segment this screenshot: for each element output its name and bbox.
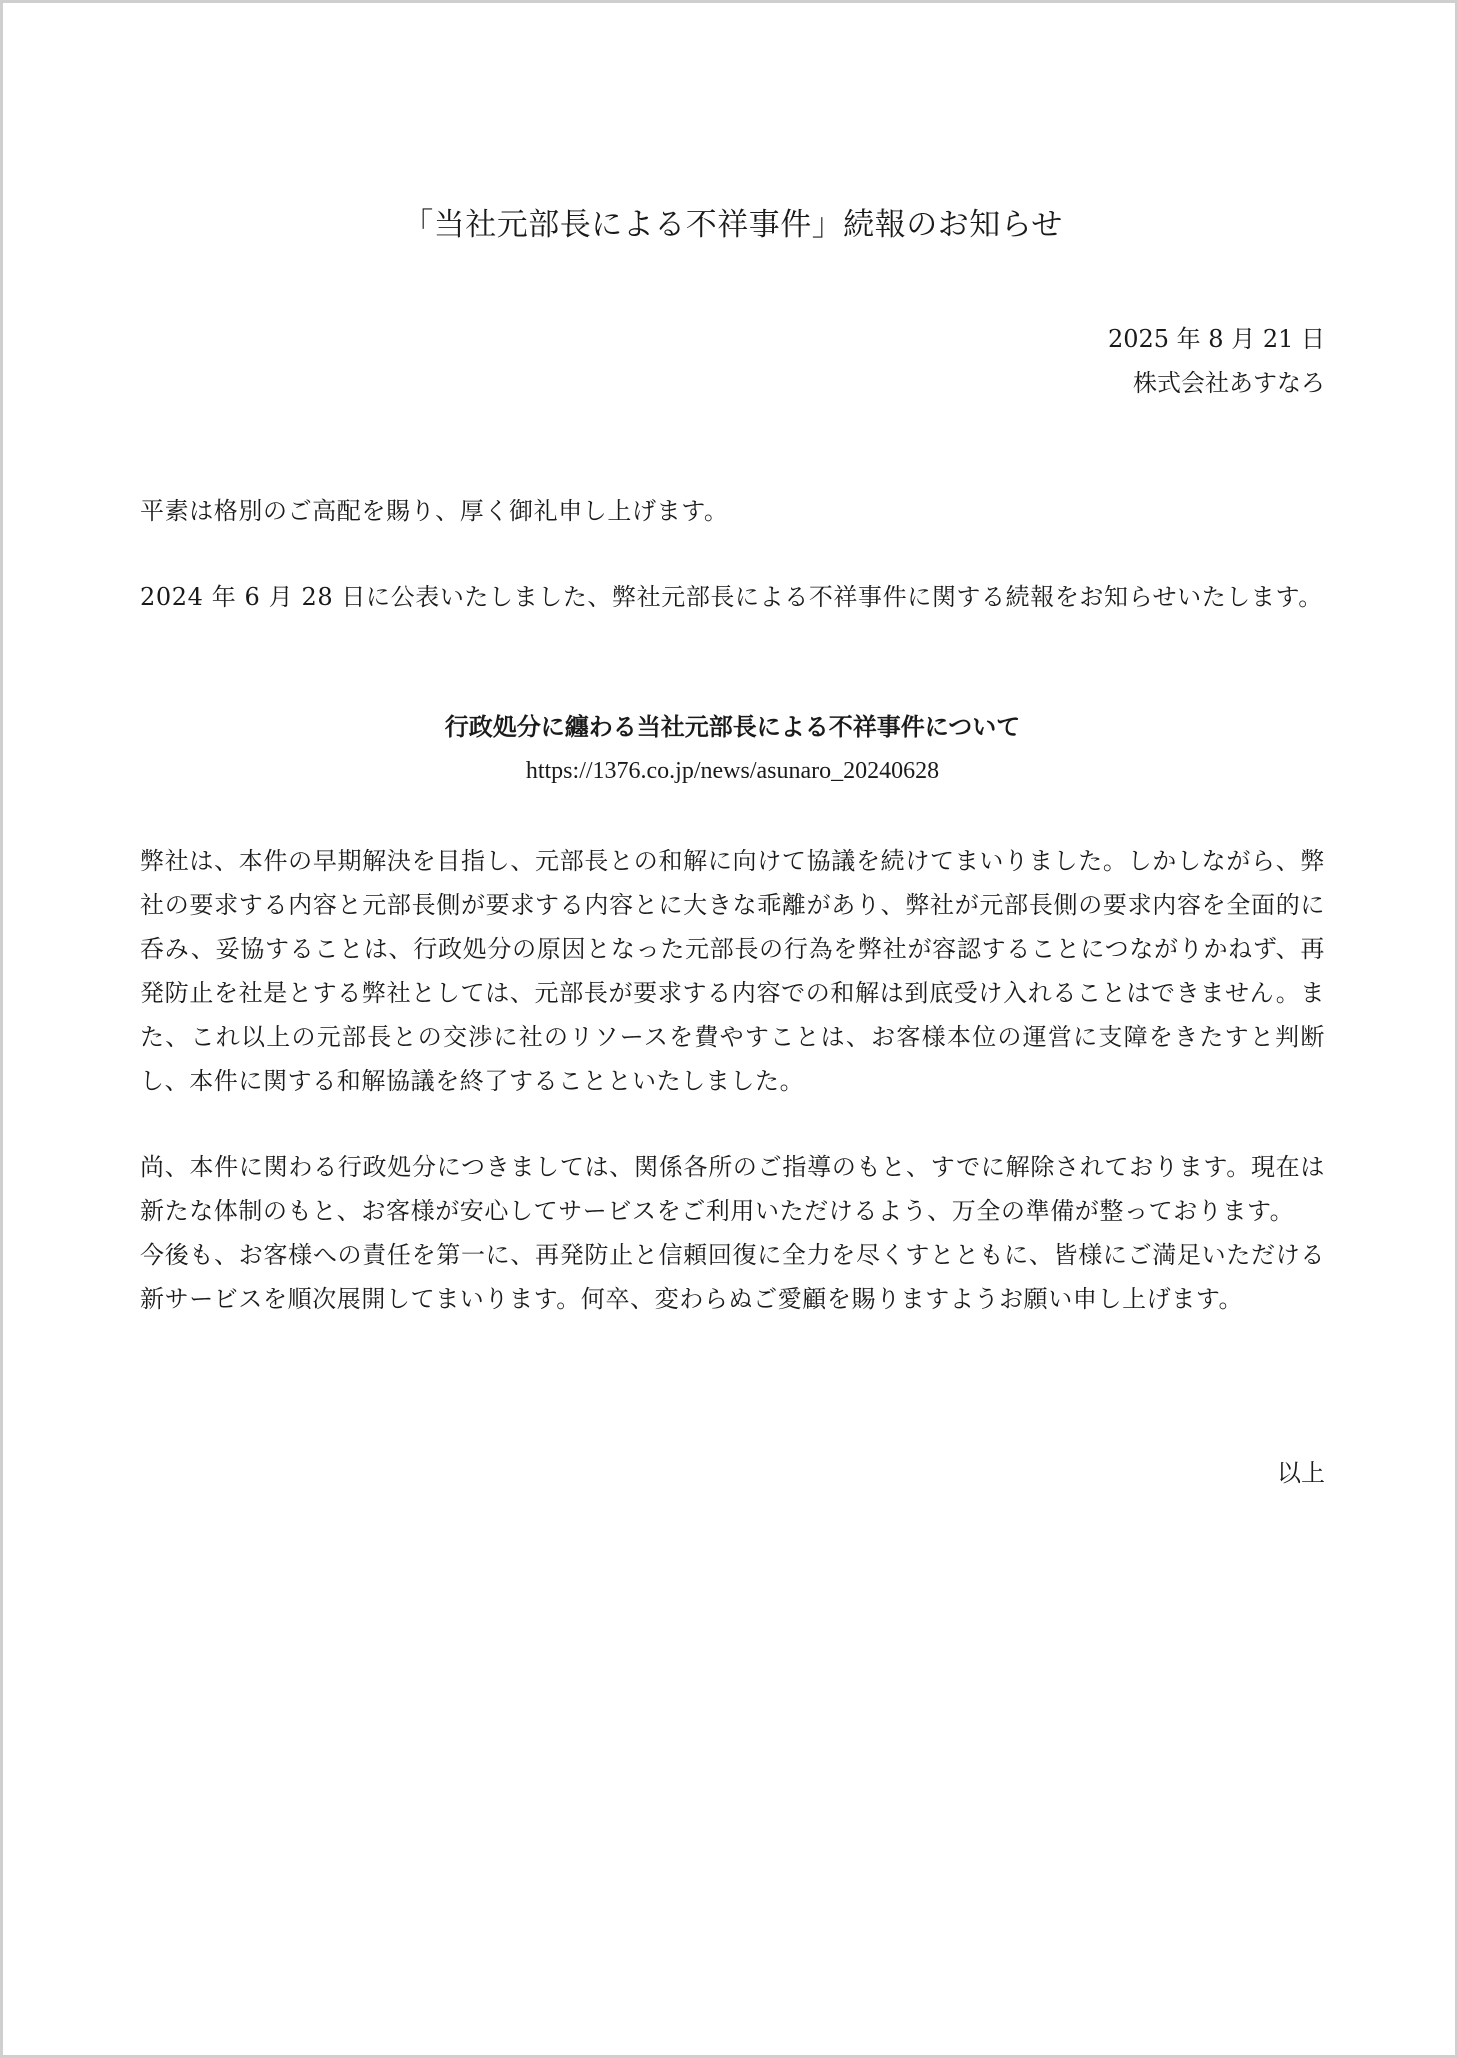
document-title: 「当社元部長による不祥事件」続報のお知らせ bbox=[402, 207, 1063, 243]
reference-block bbox=[140, 705, 1325, 793]
body-paragraph-2a: 尚、本件に関わる行政処分につきましては、関係各所のご指導のもと、すでに解除されております。現在は新たな体制のもと、お客様が安心してサービスをご利用いただけるよう、万全の準備が整っております。 bbox=[140, 1153, 1325, 1225]
reference-url: https://1376.co.jp/news/asunaro_20240628 bbox=[525, 758, 940, 784]
reference-title: 行政処分に纏わる当社元部長による不祥事件について bbox=[444, 713, 1021, 741]
greeting-paragraph: 平素は格別のご高配を賜り、厚く御礼申し上げます。 bbox=[140, 497, 729, 525]
document-meta bbox=[1108, 317, 1325, 405]
closing-mark: 以上 bbox=[1277, 1459, 1325, 1487]
body-paragraph-2b: 今後も、お客様への責任を第一に、再発防止と信頼回復に全力を尽くすとともに、皆様にご満足いただける新サービスを順次展開してまいります。何卒、変わらぬご愛顧を賜りますようお願い申し上げます。 bbox=[140, 1241, 1325, 1313]
document-date: 2025 年 8 月 21 日 bbox=[1107, 325, 1325, 353]
body-paragraph-2 bbox=[140, 1145, 1325, 1321]
company-name: 株式会社あすなろ bbox=[1133, 369, 1325, 397]
intro-paragraph: 2024 年 6 月 28 日に公表いたしました、弊社元部長による不祥事件に関する続報をお知らせいたします。 bbox=[140, 583, 1323, 611]
body-paragraph-1: 弊社は、本件の早期解決を目指し、元部長との和解に向けて協議を続けてまいりました。しかしながら、弊社の要求する内容と元部長側が要求する内容とに大きな乖離があり、弊社が元部長側の要求内容を全面的に呑み、妥協することは、行政処分の原因となった元部長の行為を弊社が容認することにつながりかねず、再発防止を社是とする弊社としては、元部長が要求する内容での和解は到底受け入れることはできません。また、これ以上の元部長との交渉に社のリソースを費やすことは、お客様本位の運営に支障をきたすと判断し、本件に関する和解協議を終了することといたしました。 bbox=[140, 847, 1325, 1095]
